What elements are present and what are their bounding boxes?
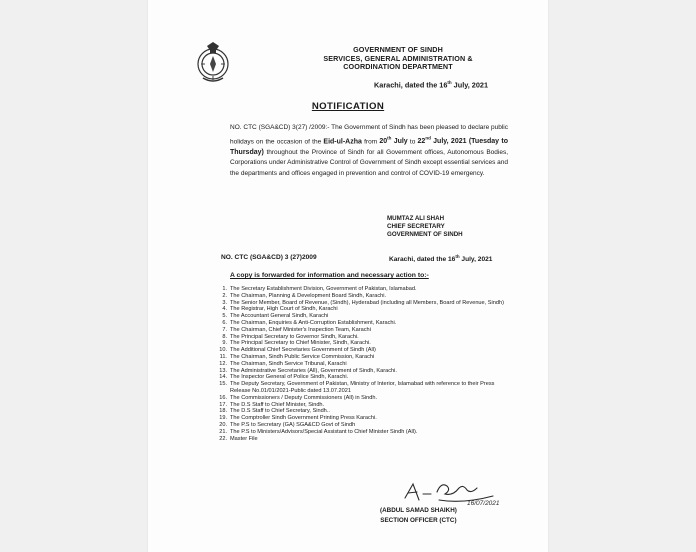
list-item-number: 5. bbox=[222, 313, 227, 320]
list-item-text: The Inspector General of Police Sindh, Karachi. bbox=[230, 374, 349, 381]
chief-secretary-signature-block bbox=[387, 215, 463, 240]
holiday-start: 20th July bbox=[379, 135, 408, 146]
list-item-text: The P.S to Secretary (GA) SGA&CD Govt of Sindh bbox=[230, 421, 356, 428]
list-item-text: The Chairman, Planning & Development Board Sindh, Karachi. bbox=[230, 292, 387, 299]
list-item-number: 7. bbox=[222, 326, 227, 333]
list-item bbox=[215, 347, 515, 354]
list-item bbox=[215, 422, 515, 429]
reference-number: NO. CTC (SGA&CD) 3 (27)2009 bbox=[221, 254, 317, 261]
list-item bbox=[215, 436, 515, 443]
handwritten-signature bbox=[393, 474, 503, 508]
festival-name: Eid-ul-Azha bbox=[323, 138, 362, 146]
list-item-number: 2. bbox=[222, 292, 227, 299]
letterhead-line: GOVERNMENT OF SINDH bbox=[353, 45, 443, 54]
signatory-designation: CHIEF SECRETARY bbox=[387, 223, 445, 231]
list-item-text: The Registrar, High Court of Sindh, Karachi bbox=[230, 306, 338, 313]
letterhead-line: SERVICES, GENERAL ADMINISTRATION & bbox=[323, 53, 473, 63]
list-item bbox=[215, 286, 515, 293]
section-officer-signature-block bbox=[380, 506, 457, 525]
list-item-number: 6. bbox=[222, 319, 227, 326]
list-item-text: The Senior Member, Board of Revenue, (Sindh), Hyderabad (including all Members, Board of Revenue, Sindh) bbox=[230, 299, 504, 306]
list-item-text: The Chairman, Enquiries & Anti-Corruption Establishment, Karachi. bbox=[230, 319, 397, 326]
list-item-text: The Administrative Secretaries (All), Government of Sindh, Karachi. bbox=[230, 367, 397, 374]
list-item-number: 15. bbox=[219, 381, 227, 388]
list-item-number: 16. bbox=[219, 394, 227, 401]
list-item-text: The Secretary Establishment Division, Government of Pakistan, Islamabad. bbox=[230, 286, 417, 292]
list-item-number: 22. bbox=[219, 435, 227, 442]
signatory-name: MUMTAZ ALI SHAH bbox=[387, 215, 445, 222]
list-item-text: The Accountant General Sindh, Karachi bbox=[230, 313, 329, 320]
page-title: NOTIFICATION bbox=[311, 101, 385, 112]
list-item-text: The Principal Secretary to Chief Minister, Sindh, Karachi. bbox=[230, 340, 371, 347]
list-item-text: The Comptroller Sindh Government Printing Press Karachi. bbox=[230, 415, 377, 422]
list-item-text: The D.S Staff to Chief Minister, Sindh. bbox=[230, 401, 325, 408]
list-item-number: 4. bbox=[222, 306, 227, 313]
reference-date: Karachi, dated the 16th July, 2021 bbox=[389, 254, 493, 264]
list-item bbox=[215, 300, 515, 307]
list-item-number: 19. bbox=[219, 415, 227, 422]
document-page bbox=[148, 0, 548, 552]
list-item bbox=[215, 429, 515, 436]
signatory-org: GOVERNMENT OF SINDH bbox=[387, 231, 463, 239]
list-item bbox=[215, 320, 515, 327]
list-item bbox=[215, 293, 515, 300]
list-item-number: 21. bbox=[219, 428, 227, 435]
list-item bbox=[215, 408, 515, 415]
list-item-number: 3. bbox=[222, 299, 227, 306]
list-item bbox=[215, 395, 515, 402]
recipient-list bbox=[215, 286, 515, 442]
holiday-end: 22nd July, 2021 (Tuesday to Thursday) bbox=[230, 135, 508, 156]
signatory-designation: SECTION OFFICER (CTC) bbox=[380, 516, 457, 524]
notification-body: NO. CTC (SGA&CD) 3(27) /2009:- The Government of Sindh has been pleased to declare public holidays on the occasion of the Eid-ul-Azha from 20th July to 22nd July, 2021 (Tuesday to Thursday) throughout the Province of Sindh for all Government offices, Autonomous Bodies, Corporations under Administrative Control of Government of Sindh except essential services and the departments and offices engaged in prevention and control of COVID-19 emergency. bbox=[230, 124, 508, 178]
list-item-text: The Chairman, Sindh Public Service Commission, Karachi bbox=[230, 353, 375, 360]
list-item bbox=[215, 306, 515, 313]
list-item-text: The D.S Staff to Chief Secretary, Sindh.. bbox=[230, 408, 330, 415]
list-item bbox=[215, 374, 515, 381]
list-item-text: Master File bbox=[230, 435, 258, 442]
letterhead bbox=[298, 46, 498, 72]
list-item-text: The P.S to Ministers/Advisors/Special Assistant to Chief Minister Sindh (All). bbox=[230, 428, 418, 435]
handwritten-date: 16/07/2021 bbox=[467, 500, 500, 507]
list-item bbox=[215, 381, 515, 395]
list-item-text: The Additional Chief Secretaries Government of Sindh (All) bbox=[230, 347, 376, 354]
list-item-number: 13. bbox=[219, 367, 227, 374]
list-item-number: 1. bbox=[222, 286, 227, 292]
list-item-number: 10. bbox=[219, 347, 227, 354]
list-item-text: The Commissioners / Deputy Commissioners (All) in Sindh. bbox=[230, 394, 378, 401]
government-seal-icon bbox=[191, 40, 235, 84]
list-item bbox=[215, 340, 515, 347]
list-item-number: 11. bbox=[219, 353, 227, 360]
signatory-name: (ABDUL SAMAD SHAIKH) bbox=[380, 507, 457, 514]
list-item-number: 8. bbox=[222, 333, 227, 340]
list-item bbox=[215, 354, 515, 361]
list-item bbox=[215, 415, 515, 422]
list-item-number: 20. bbox=[219, 421, 227, 428]
list-item-text: The Chairman, Chief Minister's Inspection Team, Karachi bbox=[230, 326, 371, 333]
list-item bbox=[215, 402, 515, 409]
copy-forwarded-heading: A copy is forwarded for information and necessary action to:- bbox=[230, 272, 429, 279]
list-item-number: 14. bbox=[219, 374, 227, 381]
list-item bbox=[215, 334, 515, 341]
list-item-number: 18. bbox=[219, 408, 227, 415]
list-item-text: The Principal Secretary to Governor Sindh, Karachi. bbox=[230, 333, 359, 340]
letterhead-line: COORDINATION DEPARTMENT bbox=[343, 62, 453, 72]
list-item-text: The Deputy Secretary, Government of Pakistan, Ministry of Interior, Islamabad with reference to their Press Release No.01/01/2021-Public dated 13.07.2021 bbox=[230, 381, 495, 394]
list-item-number: 17. bbox=[219, 401, 227, 408]
list-item bbox=[215, 361, 515, 368]
list-item-text: The Chairman, Sindh Service Tribunal, Karachi bbox=[230, 360, 347, 367]
list-item bbox=[215, 327, 515, 334]
notification-date: Karachi, dated the 16th July, 2021 bbox=[374, 80, 489, 90]
list-item-number: 9. bbox=[222, 340, 227, 347]
list-item bbox=[215, 368, 515, 375]
list-item-number: 12. bbox=[219, 360, 227, 367]
list-item bbox=[215, 313, 515, 320]
